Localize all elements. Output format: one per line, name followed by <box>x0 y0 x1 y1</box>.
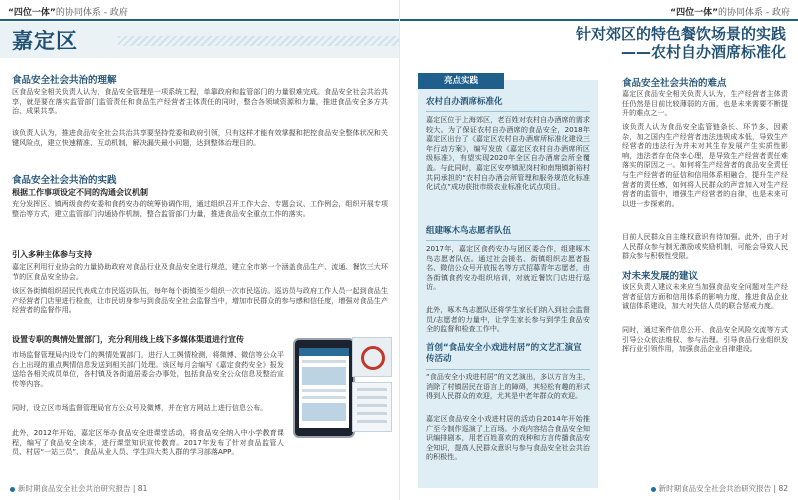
screenshot-line <box>357 420 387 423</box>
paragraph: 该负责人认为食品安全监管链条长、环节多、因素杂，加之国内生产经营者违法违规成本低，导致生产经营者的违法行为并未对其生存发展产生实质性影响，违法者存在侥幸心理，是导致生产经营者责任难落实的原因之一。如何将生产经营者的食品安全责任与生产经营者的征信和信用体系相融合，提升生产经营者的责任感，如何将人民群众的声音加入对生产经营者的监管中，增强生产经营者的自律，也是未来可以进一步探索的。 <box>622 122 788 208</box>
paragraph: 市场监督管理局内设专门的舆情处置部门，进行人工舆情检测，将微博、微信等公众平台上出现的重点舆情信息发送到相关部门处理。该区每月会编写《嘉定食药安全》报发送给各相关成员单位，各村镇及各街道居委会办事处，包括食品安全公众信息及整治宣传等内容。 <box>12 350 284 388</box>
paragraph: 同时，通过案件信息公开、食品安全风险交流等方式引导公众依法维权、参与治理。引导食品行业组织发挥行业引领作用，加强食品企业自律建设。 <box>622 325 788 354</box>
phone-screen-bar <box>299 348 349 356</box>
case-heading-opera: 首创“食品安全小戏进村居”的文艺汇演宣传活动 <box>426 343 582 364</box>
section-heading-suggestions: 对未来发展的建议 <box>622 271 699 282</box>
logo-ring-icon <box>361 346 385 370</box>
phone-screen-line <box>302 396 346 399</box>
phone-screen-block <box>302 403 346 421</box>
paragraph: 该区负责人建议未来应当加强食品安全问题对生产经营者征信方面和信用体系的影响力度，推进食品企业诚信体系建设，加大对失信人员的联合惩戒力度。 <box>622 282 788 311</box>
sub-heading-public-opinion: 设置专职的舆情处置部门，充分利用线上线下多媒体渠道进行宣传 <box>12 335 244 344</box>
phone-screen <box>299 348 349 428</box>
paragraph: 此外，2012年开始，嘉定区举办食品安全进课堂活动，将食品安全纳入中小学教育课程，编写了食品安全读本，进行课堂知识宣传教育。2017年发布了针对食品监管人员、村居“一站三员”、食品从业人员、学生四大类人群的学习部落APP。 <box>12 428 284 457</box>
hero-title <box>576 25 786 61</box>
footer-dot-icon <box>651 487 656 492</box>
footer-left: 新时期食品安全社会共治研究报告 | 81 <box>10 483 147 494</box>
case-paragraph: 此外，啄木鸟志愿队还将学生家长们纳入到社会监督员/志愿者的力量中，让学生家长参与到学生食品安全的监督和检查工作中。 <box>426 305 590 334</box>
hero-title-line2: ——农村自办酒席标准化 <box>620 43 786 61</box>
footer-right: 新时期食品安全社会共治研究报告 | 82 <box>651 483 788 494</box>
screenshot-line <box>357 388 387 391</box>
phone-screen-block <box>302 367 346 385</box>
footer-dot-icon <box>10 487 15 492</box>
section-heading-difficulties: 食品安全社会共治的难点 <box>622 78 727 89</box>
district-title: 嘉定区 <box>12 29 78 53</box>
hero-title-line1: 针对郊区的特色餐饮场景的实践 <box>575 25 786 43</box>
paragraph: 该区各街镇组织居民代表成立市民巡访队伍，每年每个街镇至少组织一次市民巡访。巡访员与政府工作人员一起到食品生产经营者门店里进行检查，让市民切身参与到食品安全社会监督当中，增加市民群众的参与感和信任度，增强对食品生产经营者的监督作用。 <box>12 286 388 315</box>
phone-screen-line <box>302 360 346 363</box>
case-paragraph: 2017年，嘉定区食药安办与团区委合作，组建啄木鸟志愿者队伍。通过社会援名、街镇组织志愿者报名、微信公众号开放报名等方式招募青年志愿者，由各街镇食药安办组织培训，对就近餐饮门店进行巡访。 <box>426 244 590 292</box>
sub-heading-multiple-parties: 引入多种主体参与支持 <box>12 250 92 259</box>
right-page <box>399 0 798 500</box>
screenshot-line <box>357 396 387 399</box>
paragraph: 区食品安全相关负责人认为，食品安全管理是一项系统工程，单靠政府和监管部门的力量很难完成。食品安全社会共治共享，就是要在落实监管部门监管责任和食品生产经营者主体责任的同时，整合各领域资源和力量，推进食品安全多方共治、成果共享。 <box>12 87 388 116</box>
phone-app-photo <box>293 338 355 438</box>
screenshot-line <box>357 404 387 407</box>
screenshot-line <box>357 412 387 415</box>
case-divider <box>426 369 590 370</box>
phone-screen-line <box>302 389 346 392</box>
paragraph: 目前人民群众自主维权意识有待加强。此外，由于对人民群众参与制无激励或奖励机制，可能会导致人民群众参与积极性受限。 <box>622 232 788 261</box>
running-header-right: “四位一体”的协同体系 - 政府 <box>670 8 790 18</box>
case-heading-volunteers: 组建啄木鸟志愿者队伍 <box>426 226 512 236</box>
logo-photo <box>352 337 392 377</box>
paragraph: 同时，设立区市场监督管理局官方公众号及微博，并在官方网站上进行信息公布。 <box>12 403 268 412</box>
header-rule <box>400 19 798 21</box>
paragraph: 嘉定区利用行业协会的力量协助政府对食品行业及食品安全进行规范，建立全市第一个涵盖食品生产、流通、餐饮三大环节的区食品安全协会。 <box>12 262 388 281</box>
paragraph: 该负责人认为，推进食品安全社会共治共享要坚持党委和政府引领，只有这样才能有效掌握和把控食品安全整体状况和关键风险点，建立快速精准、互动机制，解决漏失最小问题，达到整体治理目的。 <box>12 128 388 147</box>
header-rule <box>0 19 399 21</box>
running-header-left: “四位一体”的协同体系 - 政府 <box>8 8 128 18</box>
sub-heading-meetings: 根据工作事项设定不同的沟通会议机制 <box>12 188 148 197</box>
paragraph: 充分发挥区、镇两级食药安委和食药安办的统筹协调作用，通过组织召开工作大会、专题会议、工作例会，组织开展专项整治等方式，建立监管部门沟通协作机制，整合监管部门力量，推进食品安全重点工作的落实。 <box>12 199 388 218</box>
case-heading-banquet: 农村自办酒席标准化 <box>426 97 503 107</box>
case-paragraph: 嘉定区食品安全小戏进村居的活动自2014年开始推广至今制作巡演了上百场。小戏内容结合食品安全知识编排剧本，用老百姓喜欢的戏种和方言传播食品安全知识，提高人民群众意识与参与食品安全社会共治的积极性。 <box>426 414 590 462</box>
case-paragraph: “食品安全小戏进村居”的文艺演出，多以方言为主，消除了村镇居民在语言上的障碍，其轻松有趣的形式得到人民群众的欢迎，尤其是中老年群众的欢迎。 <box>426 372 590 401</box>
case-divider <box>426 240 590 241</box>
decorative-stripe <box>118 36 399 46</box>
section-heading-practice: 食品安全社会共治的实践 <box>12 175 117 186</box>
case-paragraph: 嘉定区位于上海郊区，老百姓对农村自办酒席的需求较大。为了保证农村自办酒席的食品安全，2018年嘉定区出台了《嘉定区农村自办酒席所标准化建设三年行动方案》，编写发放《嘉定区农村自办酒席所区级标准》，有望实现2020年全区自办酒席会所全覆盖。与此同时，嘉定区安亭镇泥岗村和南翔镇新裕村共同承担的“农村自办酒会所管理和服务规范化标准化试点”成功获批市级农业标准化试点项目。 <box>426 115 590 192</box>
paragraph: 嘉定区食品安全相关负责人认为，生产经营者主体责任仍然是目前比较薄弱的方面，也是未来需要不断提升的难点之一。 <box>622 89 788 118</box>
case-study-tab: 亮点实践 <box>418 73 504 89</box>
screenshot-photo <box>352 382 392 432</box>
case-divider <box>426 111 590 112</box>
section-heading-understanding: 食品安全社会共治的理解 <box>12 75 117 86</box>
